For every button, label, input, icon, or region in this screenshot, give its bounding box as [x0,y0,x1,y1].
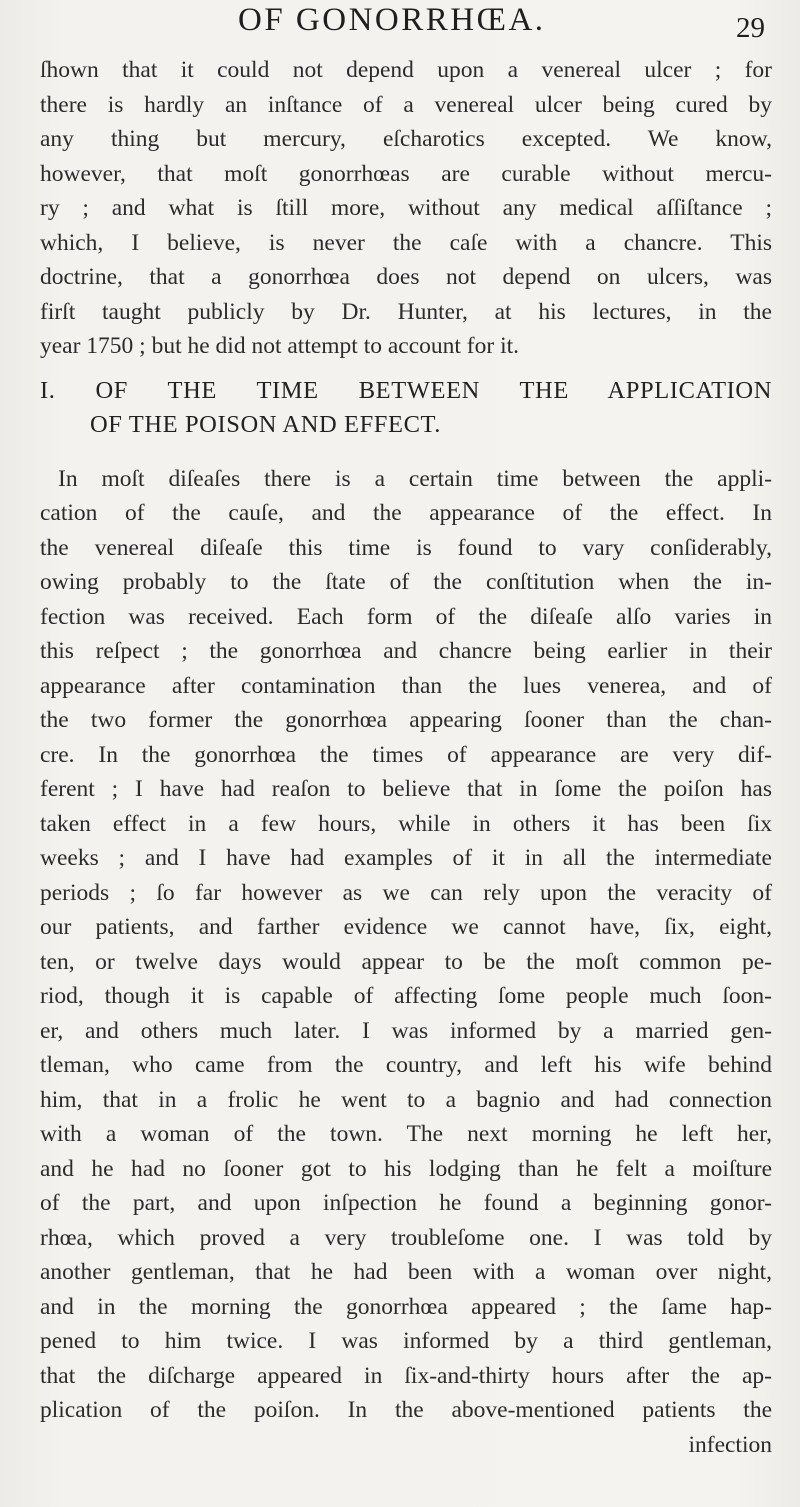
text-line: pened to him twice. I was informed by a third gentleman, [40,1328,772,1354]
text-line: any thing but mercury, eſcharotics excepted. We know, [40,126,772,152]
text-line: year 1750 ; but he did not attempt to account for it. [40,333,520,359]
text-line: doctrine, that a gonorrhœa does not depend on ulcers, was [40,264,772,290]
catchword: infection [688,1431,772,1458]
text-line: ferent ; I have had reaſon to believe that in ſome the poiſon has [40,776,772,802]
text-line: periods ; ſo far however as we can rely upon the veracity of [40,879,772,906]
text-line: In moſt diſeaſes there is a certain time between the appli- [58,465,772,492]
text-line: and in the morning the gonorrhœa appeared ; the ſame hap- [40,1293,772,1320]
text-line: with a woman of the town. The next morning he left her, [40,1121,772,1147]
text-line: owing probably to the ſtate of the conſtitution when the in- [40,569,772,595]
text-line: riod, though it is capable of affecting ſome people much ſoon- [40,983,772,1009]
text-line: plication of the poiſon. In the above-mentioned patients the [40,1397,772,1423]
text-line: tleman, who came from the country, and left his wife behind [40,1052,772,1078]
text-line: taken effect in a few hours, while in others it has been ſix [40,810,772,837]
text-line: which, I believe, is never the caſe with a chancre. This [40,229,772,256]
section-heading-line-2: OF THE POISON AND EFFECT. [90,410,442,438]
running-title: OF GONORRHŒA. [238,2,546,38]
text-line: weeks ; and I have had examples of it in all the intermediate [40,845,772,871]
paragraph-2 [40,462,772,1463]
text-line: our patients, and farther evidence we cannot have, ſix, eight, [40,914,772,940]
text-line: ry ; and what is ſtill more, without any medical aſſiſtance ; [40,195,772,221]
text-line: ten, or twelve days would appear to be the moſt common pe- [40,948,772,975]
text-line: firſt taught publicly by Dr. Hunter, at his lectures, in the [40,298,772,325]
text-line: and he had no ſooner got to his lodging than he felt a moiſture [40,1155,772,1182]
text-line: er, and others much later. I was informed by a married gen- [40,1017,772,1044]
text-line: there is hardly an inſtance of a venereal ulcer being cured by [40,91,772,118]
text-line: the venereal diſeaſe this time is found to vary conſiderably, [40,534,772,561]
text-line: the two former the gonorrhœa appearing ſooner than the chan- [40,707,772,733]
text-line: of the part, and upon inſpection he found a beginning gonor- [40,1190,772,1216]
section-heading-line-1: I. OF THE TIME BETWEEN THE APPLICATION [40,376,772,404]
text-line: another gentleman, that he had been with a woman over night, [40,1259,772,1285]
running-head [0,2,800,46]
text-line: ſhown that it could not depend upon a venereal ulcer ; for [40,57,772,83]
body-text [40,53,772,1462]
text-line: rhœa, which proved a very troubleſome one. I was told by [40,1224,772,1251]
text-line: however, that moſt gonorrhœas are curable without mercu- [40,160,772,187]
paragraph-1 [40,53,772,364]
text-line: him, that in a frolic he went to a bagnio and had connection [40,1086,772,1113]
text-line: fection was received. Each form of the diſeaſe alſo varies in [40,603,772,630]
text-line: appearance after contamination than the lues venerea, and of [40,672,772,699]
section-heading [40,374,772,442]
text-line: cation of the cauſe, and the appearance of the effect. In [40,500,772,526]
text-line: that the diſcharge appeared in ſix-and-thirty hours after the ap- [40,1362,772,1389]
text-line: cre. In the gonorrhœa the times of appearance are very dif- [40,741,772,768]
text-line: this reſpect ; the gonorrhœa and chancre being earlier in their [40,638,772,664]
page-number: 29 [736,12,765,44]
